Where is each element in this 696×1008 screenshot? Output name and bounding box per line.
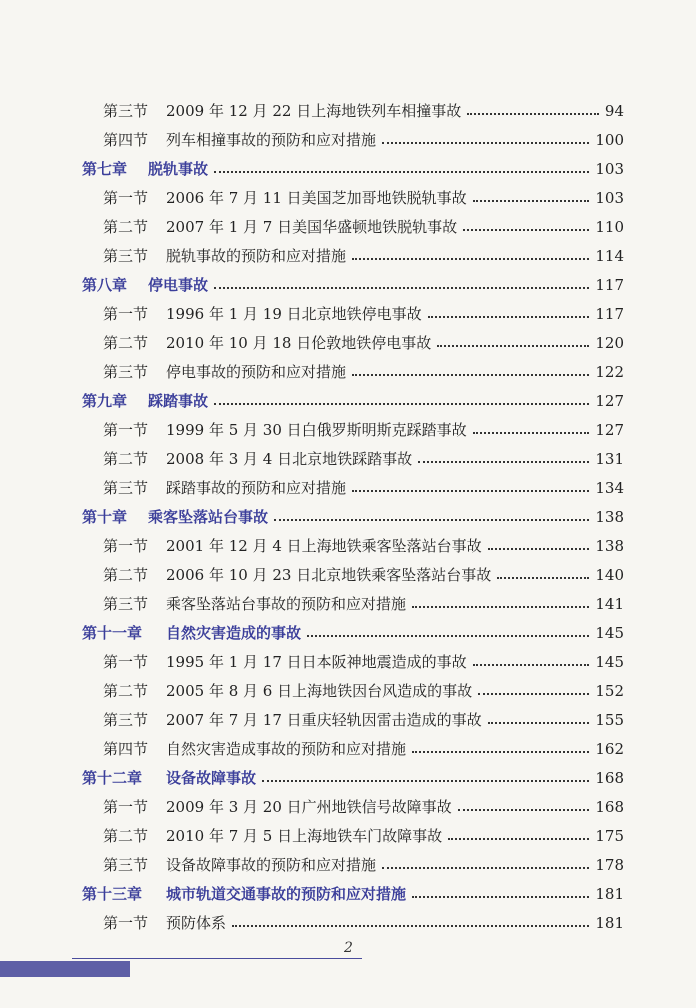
toc-entry-label: 第四节 xyxy=(103,740,149,758)
toc-entry-title: 2008 年 3 月 4 日北京地铁踩踏事故 xyxy=(166,450,413,468)
toc-entry-label: 第二节 xyxy=(103,218,149,236)
toc-entry-label: 第三节 xyxy=(103,479,149,497)
toc-entry-title: 预防体系 xyxy=(166,914,227,932)
toc-page-number: 110 xyxy=(595,217,624,236)
toc-entry-title: 列车相撞事故的预防和应对措施 xyxy=(166,131,377,149)
toc-section-row xyxy=(0,589,696,618)
toc-section-row xyxy=(0,560,696,589)
toc-chapter-row xyxy=(0,502,696,531)
toc-page-number: 168 xyxy=(595,797,624,816)
toc-page-number: 141 xyxy=(595,594,624,613)
dot-leader xyxy=(352,490,589,492)
toc-section-row xyxy=(0,473,696,502)
toc-entry-title: 1999 年 5 月 30 日白俄罗斯明斯克踩踏事故 xyxy=(166,421,467,439)
toc-page-number: 168 xyxy=(595,768,624,787)
toc-entry-title: 2001 年 12 月 4 日上海地铁乘客坠落站台事故 xyxy=(166,537,482,555)
toc-entry-label: 第二节 xyxy=(103,450,149,468)
toc-entry-title: 设备故障事故 xyxy=(166,769,257,787)
toc-page-number: 178 xyxy=(595,855,624,874)
toc-section-row xyxy=(0,328,696,357)
toc-entry-label: 第三节 xyxy=(103,363,149,381)
toc-entry-label: 第三节 xyxy=(103,856,149,874)
toc-section-row xyxy=(0,647,696,676)
toc-entry-label: 第八章 xyxy=(82,276,128,294)
toc-page-number: 145 xyxy=(595,652,624,671)
toc-entry-label: 第三节 xyxy=(103,711,149,729)
toc-entry-title: 脱轨事故 xyxy=(148,160,209,178)
toc-page-number: 155 xyxy=(595,710,624,729)
toc-page-number: 162 xyxy=(595,739,624,758)
toc-entry-title: 踩踏事故 xyxy=(148,392,209,410)
toc-page-number: 103 xyxy=(595,188,624,207)
toc-entry-title: 2010 年 10 月 18 日伦敦地铁停电事故 xyxy=(166,334,432,352)
dot-leader xyxy=(448,838,589,840)
toc-page-number: 140 xyxy=(595,565,624,584)
toc-page-number: 117 xyxy=(595,275,624,294)
toc-entry-label: 第十三章 xyxy=(82,885,143,903)
dot-leader xyxy=(458,809,590,811)
toc-entry-title: 城市轨道交通事故的预防和应对措施 xyxy=(166,885,407,903)
dot-leader xyxy=(488,548,590,550)
toc-entry-label: 第二节 xyxy=(103,566,149,584)
toc-page-number: 131 xyxy=(595,449,624,468)
toc-entry-title: 2006 年 10 月 23 日北京地铁乘客坠落站台事故 xyxy=(166,566,492,584)
toc-section-row xyxy=(0,241,696,270)
toc-page-number: 175 xyxy=(595,826,624,845)
toc-section-row xyxy=(0,734,696,763)
toc-page-number: 145 xyxy=(595,623,624,642)
toc-entry-title: 自然灾害造成事故的预防和应对措施 xyxy=(166,740,407,758)
toc-entry-label: 第一节 xyxy=(103,537,149,555)
toc-entry-title: 脱轨事故的预防和应对措施 xyxy=(166,247,347,265)
table-of-contents xyxy=(0,96,696,937)
toc-entry-label: 第七章 xyxy=(82,160,128,178)
toc-page-number: 122 xyxy=(595,362,624,381)
dot-leader xyxy=(467,113,599,115)
toc-entry-label: 第三节 xyxy=(103,102,149,120)
toc-page-number: 114 xyxy=(595,246,624,265)
toc-page-number: 120 xyxy=(595,333,624,352)
dot-leader xyxy=(473,664,590,666)
dot-leader xyxy=(488,722,590,724)
dot-leader xyxy=(428,316,590,318)
toc-entry-label: 第十二章 xyxy=(82,769,143,787)
toc-section-row xyxy=(0,792,696,821)
toc-entry-label: 第四节 xyxy=(103,131,149,149)
dot-leader xyxy=(437,345,589,347)
footer-rule xyxy=(72,958,362,959)
toc-entry-label: 第二节 xyxy=(103,827,149,845)
toc-section-row xyxy=(0,96,696,125)
dot-leader xyxy=(412,896,589,898)
toc-entry-title: 2007 年 7 月 17 日重庆轻轨因雷击造成的事故 xyxy=(166,711,482,729)
toc-entry-label: 第十章 xyxy=(82,508,128,526)
toc-section-row xyxy=(0,444,696,473)
toc-page-number: 181 xyxy=(595,913,624,932)
dot-leader xyxy=(274,519,589,521)
toc-page-number: 138 xyxy=(595,536,624,555)
footer-color-bar xyxy=(0,961,130,977)
toc-entry-title: 乘客坠落站台事故 xyxy=(148,508,269,526)
dot-leader xyxy=(473,432,590,434)
toc-section-row xyxy=(0,821,696,850)
toc-chapter-row xyxy=(0,270,696,299)
toc-entry-label: 第一节 xyxy=(103,305,149,323)
toc-section-row xyxy=(0,183,696,212)
dot-leader xyxy=(497,577,589,579)
toc-entry-label: 第一节 xyxy=(103,798,149,816)
toc-section-row xyxy=(0,531,696,560)
toc-entry-label: 第一节 xyxy=(103,421,149,439)
toc-entry-title: 2006 年 7 月 11 日美国芝加哥地铁脱轨事故 xyxy=(166,189,467,207)
toc-entry-title: 2005 年 8 月 6 日上海地铁因台风造成的事故 xyxy=(166,682,473,700)
dot-leader xyxy=(418,461,589,463)
toc-page-number: 138 xyxy=(595,507,624,526)
dot-leader xyxy=(473,200,590,202)
dot-leader xyxy=(214,403,589,405)
toc-section-row xyxy=(0,850,696,879)
toc-entry-label: 第一节 xyxy=(103,653,149,671)
dot-leader xyxy=(307,635,589,637)
toc-entry-title: 2007 年 1 月 7 日美国华盛顿地铁脱轨事故 xyxy=(166,218,458,236)
toc-chapter-row xyxy=(0,154,696,183)
toc-section-row xyxy=(0,357,696,386)
dot-leader xyxy=(352,258,589,260)
toc-entry-label: 第十一章 xyxy=(82,624,143,642)
toc-entry-label: 第二节 xyxy=(103,334,149,352)
toc-section-row xyxy=(0,705,696,734)
toc-entry-title: 停电事故 xyxy=(148,276,209,294)
toc-page-number: 152 xyxy=(595,681,624,700)
toc-page-number: 103 xyxy=(595,159,624,178)
toc-page-number: 117 xyxy=(595,304,624,323)
dot-leader xyxy=(382,142,589,144)
toc-section-row xyxy=(0,212,696,241)
page-number: 2 xyxy=(344,940,353,956)
toc-entry-title: 2009 年 12 月 22 日上海地铁列车相撞事故 xyxy=(166,102,462,120)
toc-page-number: 127 xyxy=(595,391,624,410)
toc-chapter-row xyxy=(0,386,696,415)
toc-section-row xyxy=(0,908,696,937)
dot-leader xyxy=(478,693,589,695)
toc-entry-label: 第三节 xyxy=(103,247,149,265)
toc-entry-title: 自然灾害造成的事故 xyxy=(166,624,302,642)
toc-entry-title: 设备故障事故的预防和应对措施 xyxy=(166,856,377,874)
toc-page-number: 181 xyxy=(595,884,624,903)
toc-entry-label: 第一节 xyxy=(103,189,149,207)
dot-leader xyxy=(262,780,589,782)
dot-leader xyxy=(382,867,589,869)
dot-leader xyxy=(232,925,589,927)
toc-chapter-row xyxy=(0,763,696,792)
toc-section-row xyxy=(0,415,696,444)
toc-entry-title: 乘客坠落站台事故的预防和应对措施 xyxy=(166,595,407,613)
toc-entry-title: 2010 年 7 月 5 日上海地铁车门故障事故 xyxy=(166,827,443,845)
toc-entry-title: 停电事故的预防和应对措施 xyxy=(166,363,347,381)
dot-leader xyxy=(463,229,589,231)
dot-leader xyxy=(412,606,589,608)
toc-entry-title: 1996 年 1 月 19 日北京地铁停电事故 xyxy=(166,305,422,323)
toc-page-number: 127 xyxy=(595,420,624,439)
toc-chapter-row xyxy=(0,879,696,908)
dot-leader xyxy=(412,751,589,753)
dot-leader xyxy=(214,171,589,173)
toc-page-number: 134 xyxy=(595,478,624,497)
toc-section-row xyxy=(0,299,696,328)
toc-chapter-row xyxy=(0,618,696,647)
toc-entry-title: 2009 年 3 月 20 日广州地铁信号故障事故 xyxy=(166,798,452,816)
toc-entry-label: 第九章 xyxy=(82,392,128,410)
toc-entry-title: 1995 年 1 月 17 日日本阪神地震造成的事故 xyxy=(166,653,467,671)
toc-entry-title: 踩踏事故的预防和应对措施 xyxy=(166,479,347,497)
toc-page-number: 94 xyxy=(604,101,624,120)
dot-leader xyxy=(214,287,589,289)
toc-entry-label: 第二节 xyxy=(103,682,149,700)
toc-entry-label: 第一节 xyxy=(103,914,149,932)
toc-page-number: 100 xyxy=(595,130,624,149)
dot-leader xyxy=(352,374,589,376)
toc-entry-label: 第三节 xyxy=(103,595,149,613)
toc-section-row xyxy=(0,125,696,154)
toc-section-row xyxy=(0,676,696,705)
